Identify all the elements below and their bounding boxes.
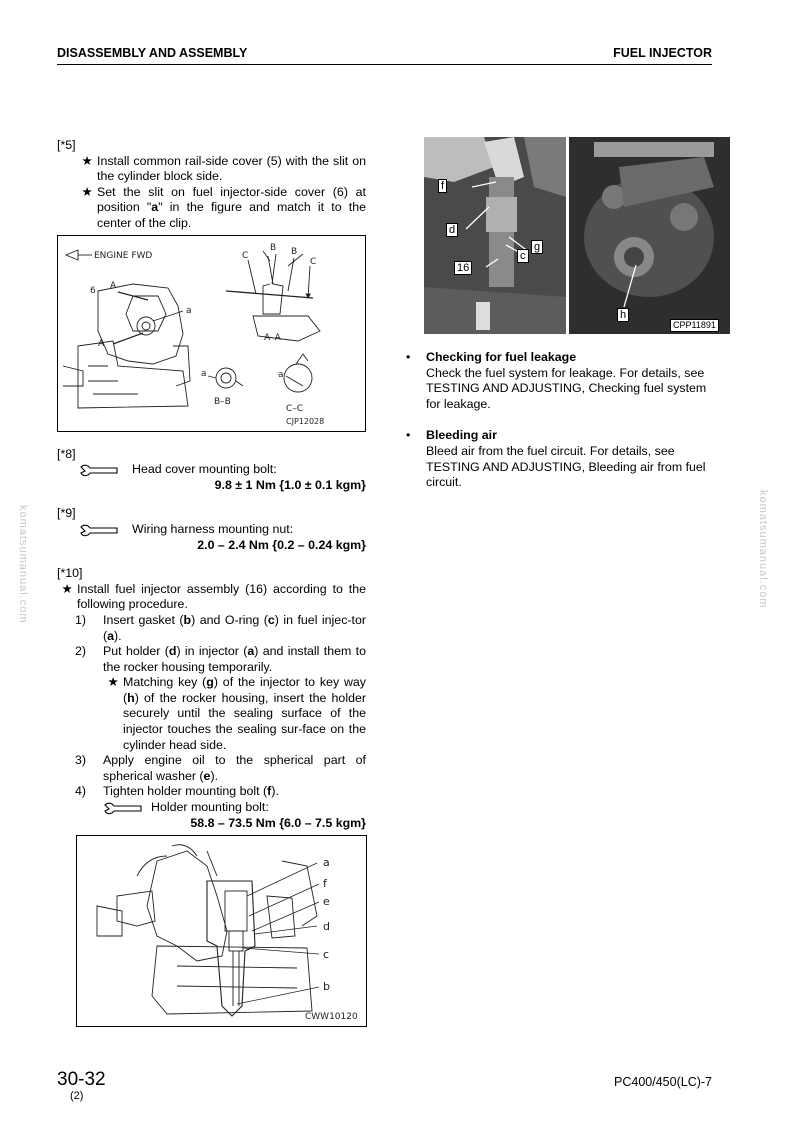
fig1-label-B2: B bbox=[291, 246, 298, 257]
fig1-code: CJP12028 bbox=[286, 416, 325, 426]
torque-9-value: 2.0 – 2.4 Nm {0.2 – 0.24 kgm} bbox=[197, 537, 366, 552]
header-rule bbox=[57, 64, 712, 65]
watermark-right: komatsumanual.com bbox=[757, 490, 769, 609]
fig2-label-b: b bbox=[323, 980, 330, 994]
header-topic-title: FUEL INJECTOR bbox=[613, 46, 712, 60]
proc-3: 3) Apply engine oil to the spherical part of spherical washer (e). bbox=[75, 753, 366, 783]
ref-8: [*8] bbox=[57, 446, 76, 461]
torque-10 bbox=[103, 800, 366, 816]
injector-install-figure bbox=[76, 835, 367, 1027]
star-icon: ★ bbox=[107, 675, 119, 690]
photo-code: CPP11891 bbox=[670, 319, 719, 332]
bullet-fuel-leakage bbox=[406, 350, 712, 412]
proc-2-note bbox=[103, 675, 366, 753]
cover-slit-figure bbox=[57, 235, 366, 432]
ref-5: [*5] bbox=[57, 138, 76, 152]
fuel-leakage-text: Check the fuel system for leakage. For details, see TESTING AND ADJUSTING, Checking fuel system for leakage. bbox=[426, 365, 707, 411]
step-5b bbox=[77, 185, 366, 232]
fig1-engine-label: ENGINE FWD bbox=[94, 250, 153, 261]
fig2-label-a: a bbox=[323, 856, 330, 870]
fig2-label-c: c bbox=[323, 948, 330, 962]
fig1-label-C2: C bbox=[310, 256, 317, 267]
ref-9: [*9] bbox=[57, 506, 76, 521]
injector-install-drawing bbox=[77, 836, 366, 1026]
fuel-leakage-title: Checking for fuel leakage bbox=[426, 350, 577, 364]
step-5a bbox=[77, 154, 366, 185]
page-number: 30-32 bbox=[57, 1069, 106, 1090]
star-icon: ★ bbox=[81, 153, 93, 168]
proc-3-text: Apply engine oil to the spherical part of spherical washer (e). bbox=[103, 753, 366, 783]
injector-photo-drawing bbox=[424, 137, 730, 334]
fig1-label-a3: a bbox=[278, 369, 284, 380]
step-10-text: Install fuel injector assembly (16) according to the following procedure. bbox=[77, 581, 366, 612]
right-column bbox=[406, 137, 716, 491]
star-icon: ★ bbox=[61, 581, 73, 596]
fig1-section-CC: C–C bbox=[286, 403, 304, 414]
fig1-label-6: 6 bbox=[90, 285, 96, 296]
proc-4: 4) Tighten holder mounting bolt (f). bbox=[75, 784, 366, 800]
cover-slit-drawing bbox=[58, 236, 365, 431]
fig2-label-e: e bbox=[323, 895, 330, 909]
bullet-bleeding-air bbox=[406, 428, 712, 490]
bleeding-air-text: Bleed air from the fuel circuit. For details, see TESTING AND ADJUSTING, Bleeding air from fuel circuit. bbox=[426, 443, 706, 490]
fig1-label-B1: B bbox=[270, 242, 277, 253]
proc-2-text: Put holder (d) in injector (a) and install them to the rocker housing temporarily. bbox=[103, 644, 366, 674]
fig2-label-f: f bbox=[323, 877, 327, 891]
model-number: PC400/450(LC)-7 bbox=[614, 1075, 712, 1089]
bleeding-air-title: Bleeding air bbox=[426, 428, 497, 443]
torque-10-value: 58.8 – 73.5 Nm {6.0 – 7.5 kgm} bbox=[190, 815, 366, 830]
injector-photo bbox=[424, 137, 730, 334]
photo-label-g: g bbox=[531, 240, 543, 254]
fig1-section-BB: B–B bbox=[214, 396, 231, 407]
wrench-icon bbox=[103, 801, 143, 815]
torque-8 bbox=[79, 462, 366, 478]
step-10 bbox=[57, 582, 366, 613]
fig1-label-C1: C bbox=[242, 250, 249, 261]
fig1-label-a2: a bbox=[201, 368, 207, 379]
watermark-left: komatsumanual.com bbox=[17, 505, 29, 624]
torque-8-label: Head cover mounting bolt: bbox=[132, 462, 277, 477]
bullet-icon: • bbox=[406, 428, 411, 443]
photo-label-d: d bbox=[446, 223, 458, 237]
fig1-label-A1: A bbox=[110, 280, 117, 291]
torque-9 bbox=[79, 522, 366, 538]
torque-10-label: Holder mounting bolt: bbox=[151, 800, 269, 815]
step-5a-text: Install common rail-side cover (5) with the slit on the cylinder block side. bbox=[97, 153, 366, 184]
step-5b-text: Set the slit on fuel injector-side cover (6) at position "a" in the figure and match it to the center of the clip. bbox=[97, 184, 366, 230]
fig1-section-AA: A–A bbox=[264, 332, 281, 343]
photo-label-f: f bbox=[438, 179, 447, 193]
fig2-label-d: d bbox=[323, 920, 330, 934]
wrench-icon bbox=[79, 463, 119, 477]
photo-label-16: 16 bbox=[454, 261, 472, 275]
photo-label-h: h bbox=[617, 308, 629, 322]
revision-number: (2) bbox=[70, 1090, 84, 1102]
star-icon: ★ bbox=[81, 184, 93, 199]
wrench-icon bbox=[79, 523, 119, 537]
left-column bbox=[57, 138, 366, 1027]
ref-10: [*10] bbox=[57, 566, 83, 581]
torque-8-value: 9.8 ± 1 Nm {1.0 ± 0.1 kgm} bbox=[214, 477, 366, 492]
torque-9-label: Wiring harness mounting nut: bbox=[132, 521, 294, 536]
header-section-title: DISASSEMBLY AND ASSEMBLY bbox=[57, 46, 248, 60]
proc-1-text: Insert gasket (b) and O-ring (c) in fuel injec-tor (a). bbox=[103, 612, 366, 643]
fig1-label-a1: a bbox=[186, 305, 192, 316]
proc-4-text: Tighten holder mounting bolt (f). bbox=[103, 784, 279, 799]
proc-2: 2) Put holder (d) in injector (a) and install them to the rocker housing temporarily. bbox=[75, 644, 366, 674]
bullet-icon: • bbox=[406, 350, 411, 364]
fig1-label-A2: A bbox=[98, 338, 105, 349]
proc-2-note-text: Matching key (g) of the injector to key way (h) of the rocker housing, insert the holder securely until the sealing surface of the injector touches the sealing sur-face on the cylinder head side. bbox=[123, 675, 366, 752]
photo-label-c: c bbox=[517, 249, 529, 263]
fig2-code: CWW10120 bbox=[305, 1012, 358, 1023]
proc-1: 1) Insert gasket (b) and O-ring (c) in fuel injec-tor (a). bbox=[75, 612, 366, 643]
